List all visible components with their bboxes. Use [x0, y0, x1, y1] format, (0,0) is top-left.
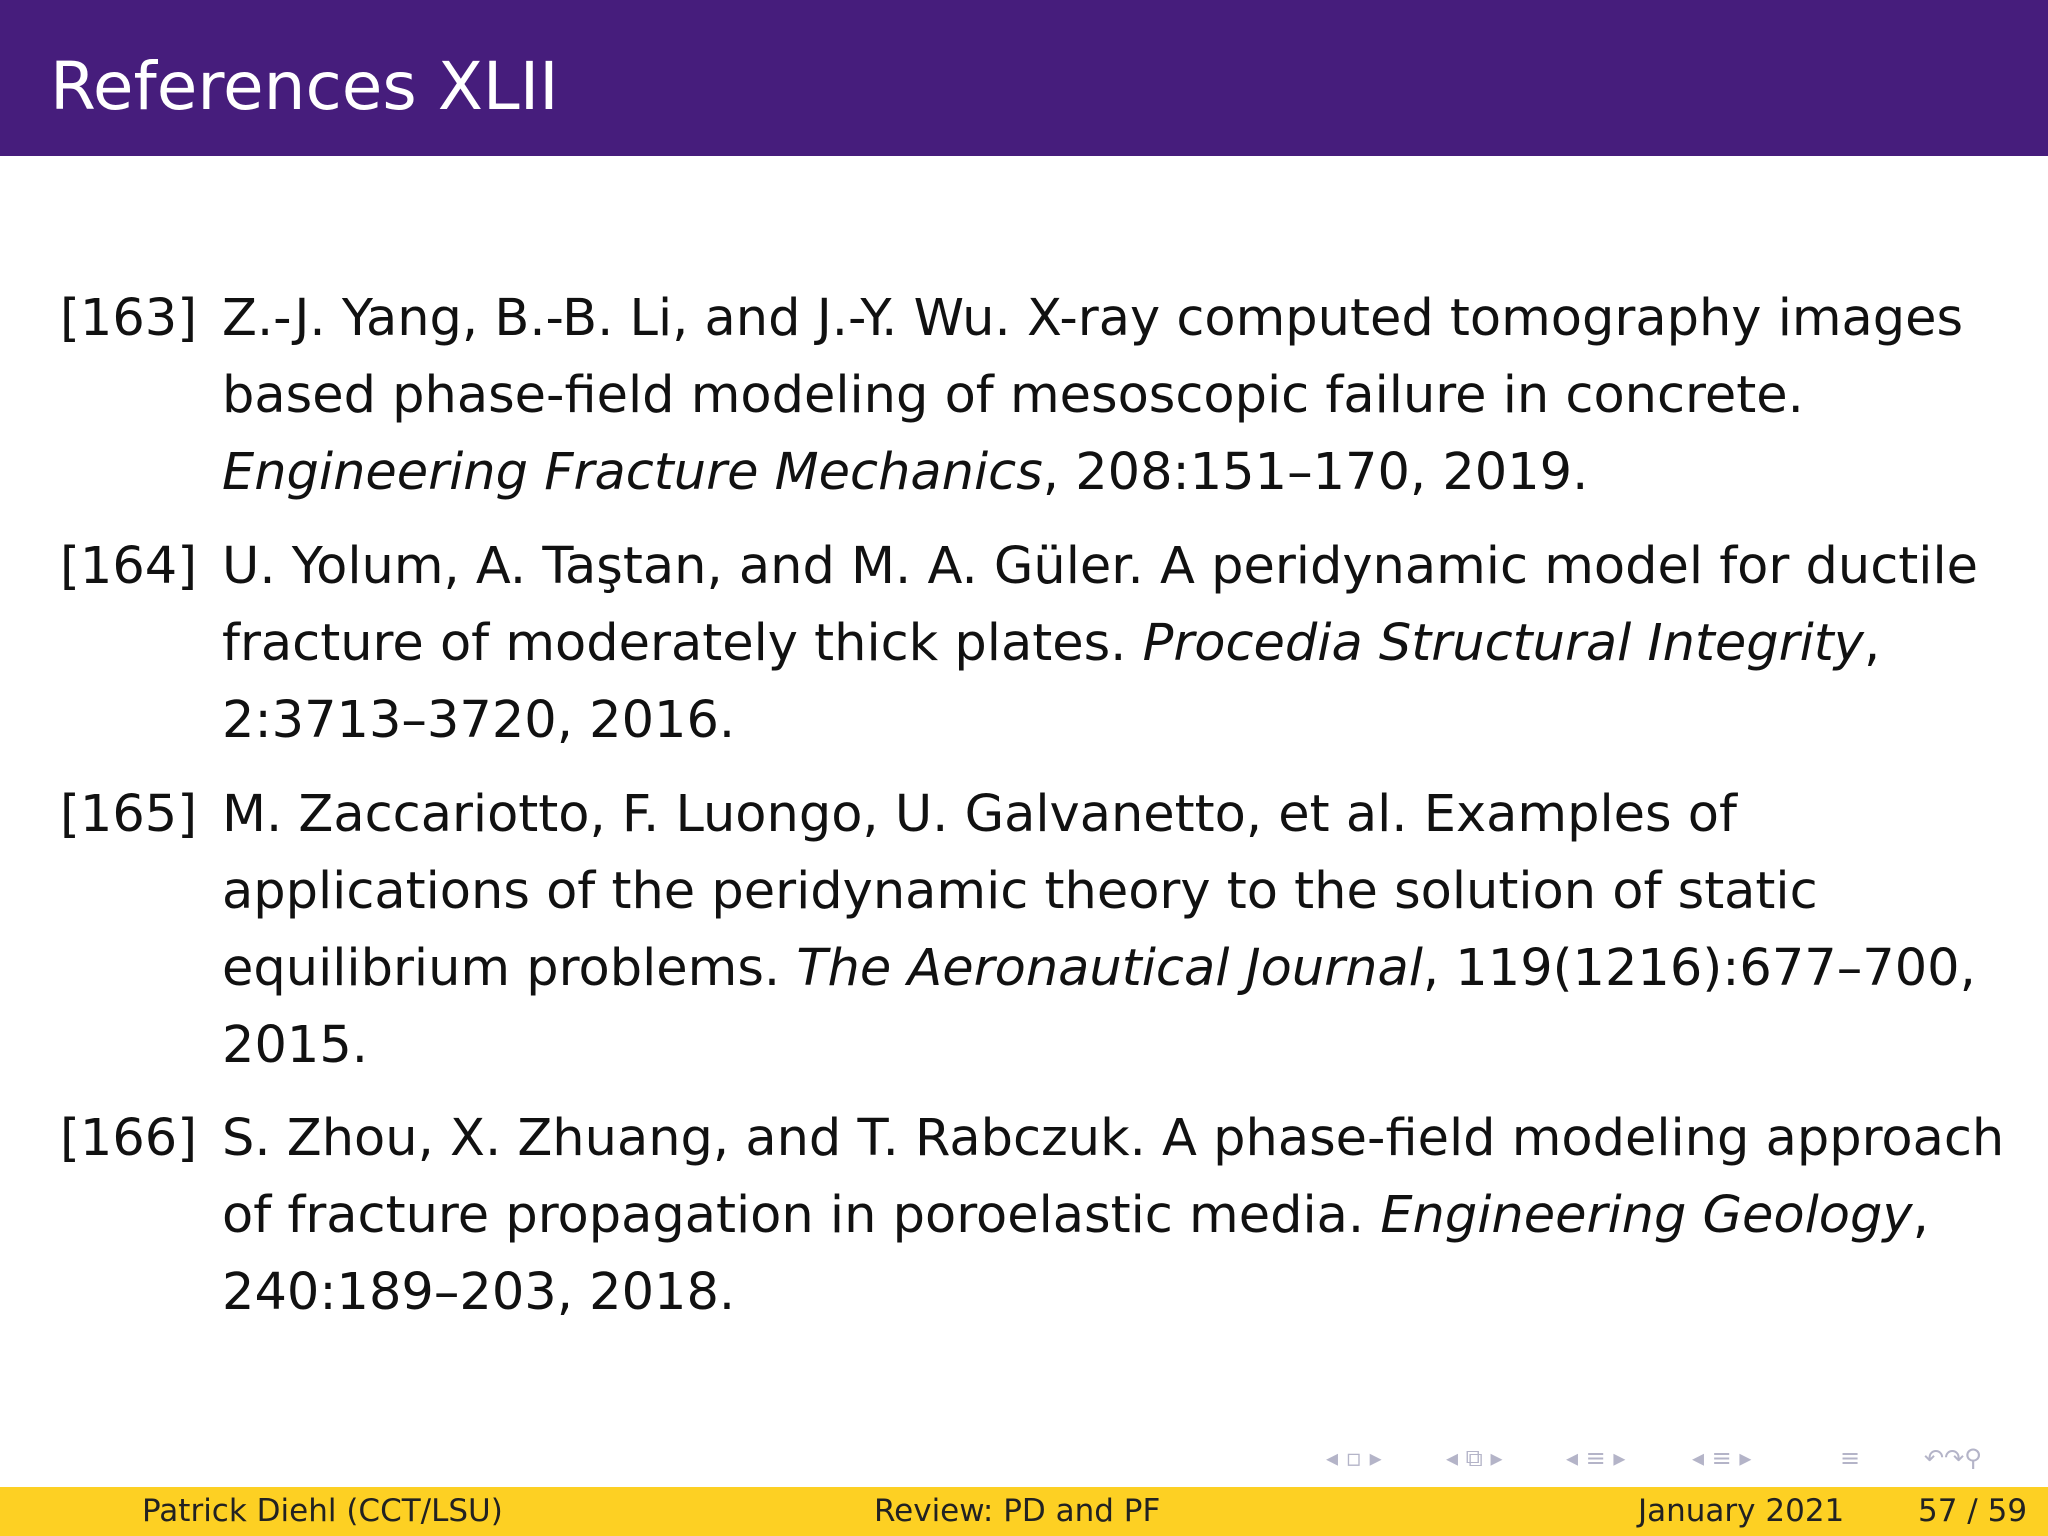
reference-authors: S. Zhou, X. Zhuang, and T. Rabczuk.: [222, 1109, 1146, 1168]
slide-header: [0, 0, 2048, 156]
slide-footer: [0, 1487, 2048, 1536]
reference-venue: Engineering Fracture Mechanics: [222, 443, 1043, 502]
reference-authors: Z.-J. Yang, B.-B. Li, and J.-Y. Wu.: [222, 289, 1011, 348]
reference-text: [222, 280, 2012, 511]
footer-page-number: 57 / 59: [1918, 1493, 2028, 1529]
outline-icon[interactable]: ≡: [1840, 1444, 1861, 1472]
reference-details: , 240:189–203, 2018.: [222, 1186, 1929, 1322]
footer-short-title: Review: PD and PF: [874, 1493, 1161, 1529]
reference-text: [222, 1100, 2012, 1331]
reference-number: [166]: [60, 1109, 198, 1168]
slide-title: References XLII: [50, 48, 559, 125]
reference-text: [222, 528, 2012, 759]
reference-venue: Engineering Geology: [1380, 1186, 1913, 1245]
search-icon[interactable]: ↶↷⚲: [1924, 1444, 1982, 1472]
reference-text: [222, 776, 2012, 1084]
reference-details: , 2:3713–3720, 2016.: [222, 614, 1881, 750]
reference-number: [163]: [60, 289, 198, 348]
footer-author: Patrick Diehl (CCT/LSU): [142, 1493, 503, 1529]
reference-number: [164]: [60, 537, 198, 596]
reference-title: A peridynamic model for ductile fracture of moderately thick plates.: [222, 537, 1979, 673]
reference-authors: M. Zaccariotto, F. Luongo, U. Galvanetto, et al.: [222, 785, 1408, 844]
reference-title: A phase-field modeling approach of fracture propagation in poroelastic media.: [222, 1109, 2005, 1245]
footer-date: January 2021: [1638, 1493, 1845, 1529]
reference-number: [165]: [60, 785, 198, 844]
reference-venue: The Aeronautical Journal: [796, 939, 1423, 998]
reference-details: , 119(1216):677–700, 2015.: [222, 939, 1976, 1075]
part-navigation-icon[interactable]: ◂ ≡ ▸: [1692, 1444, 1752, 1472]
reference-details: , 208:151–170, 2019.: [1042, 443, 1589, 502]
frame-navigation-icon[interactable]: ◂ ▫ ▸: [1326, 1444, 1382, 1472]
reference-title: Examples of applications of the peridynamic theory to the solution of static equilibrium problems.: [222, 785, 1818, 998]
reference-venue: Procedia Structural Integrity: [1142, 614, 1864, 673]
subsection-navigation-icon[interactable]: ◂ ⧉ ▸: [1446, 1444, 1503, 1472]
section-navigation-icon[interactable]: ◂ ≡ ▸: [1566, 1444, 1626, 1472]
reference-authors: U. Yolum, A. Taştan, and M. A. Güler.: [222, 537, 1144, 596]
reference-title: X-ray computed tomography images based phase-field modeling of mesoscopic failure in concrete.: [222, 289, 1964, 425]
